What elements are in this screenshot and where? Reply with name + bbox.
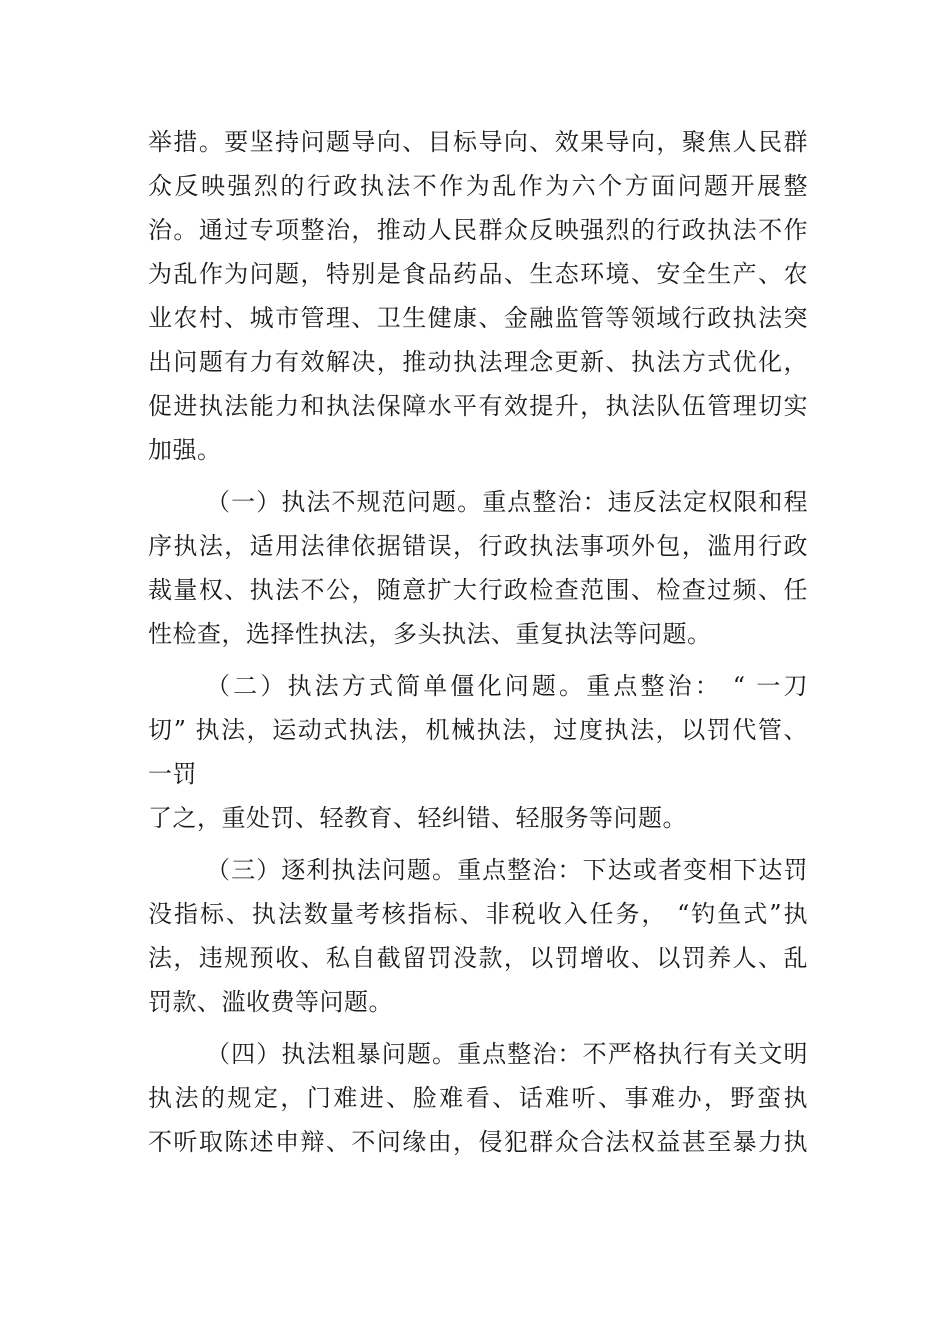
section-heading-line: （一）执法不规范问题。重点整治：违反法定权限和程 (206, 488, 808, 516)
text-line: 执法的规定，门难进、脸难看、话难听、事难办，野蛮执 (148, 1084, 808, 1112)
text-line: 不听取陈述申辩、不问缘由，侵犯群众合法权益甚至暴力执 (148, 1128, 808, 1156)
text-line: 加强。 (148, 436, 222, 464)
text-line: 了之，重处罚、轻教育、轻纠错、轻服务等问题。 (148, 804, 687, 832)
text-line: 没指标、执法数量考核指标、非税收入任务， “钓鱼式”执 (148, 900, 808, 928)
text-line: 裁量权、执法不公，随意扩大行政检查范围、检查过频、任 (148, 576, 808, 604)
text-line: 促进执法能力和执法保障水平有效提升，执法队伍管理切实 (148, 392, 808, 420)
section-1-paragraph (148, 480, 808, 656)
text-line: 罚款、滥收费等问题。 (148, 988, 393, 1016)
text-line: 众反映强烈的行政执法不作为乱作为六个方面问题开展整 (148, 172, 808, 200)
text-line: 治。通过专项整治，推动人民群众反映强烈的行政执法不作 (148, 216, 808, 244)
text-line: 性检查，选择性执法，多头执法、重复执法等问题。 (148, 620, 712, 648)
section-heading-line: （四）执法粗暴问题。重点整治：不严格执行有关文明 (206, 1040, 808, 1068)
text-line: 举措。要坚持问题导向、目标导向、效果导向，聚焦人民群 (148, 128, 808, 156)
section-3-paragraph (148, 848, 808, 1024)
section-heading-line: （三）逐利执法问题。重点整治：下达或者变相下达罚 (206, 856, 808, 884)
section-heading-line: （二）执法方式简单僵化问题。重点整治： “ 一刀 (206, 672, 808, 700)
section-4-paragraph (148, 1032, 808, 1164)
text-line: 切” 执法，运动式执法，机械执法，过度执法，以罚代管、 (148, 716, 808, 744)
text-line: 序执法，适用法律依据错误，行政执法事项外包，滥用行政 (148, 532, 808, 560)
text-line: 为乱作为问题，特别是食品药品、生态环境、安全生产、农 (148, 260, 808, 288)
document-body (148, 120, 808, 1164)
intro-paragraph (148, 120, 808, 472)
text-line: 业农村、城市管理、卫生健康、金融监管等领域行政执法突 (148, 304, 808, 332)
text-line: 法，违规预收、私自截留罚没款，以罚增收、以罚养人、乱 (148, 944, 808, 972)
text-line: 出问题有力有效解决，推动执法理念更新、执法方式优化， (148, 348, 808, 376)
section-2-paragraph (148, 664, 808, 840)
text-line: 一罚 (148, 760, 197, 788)
